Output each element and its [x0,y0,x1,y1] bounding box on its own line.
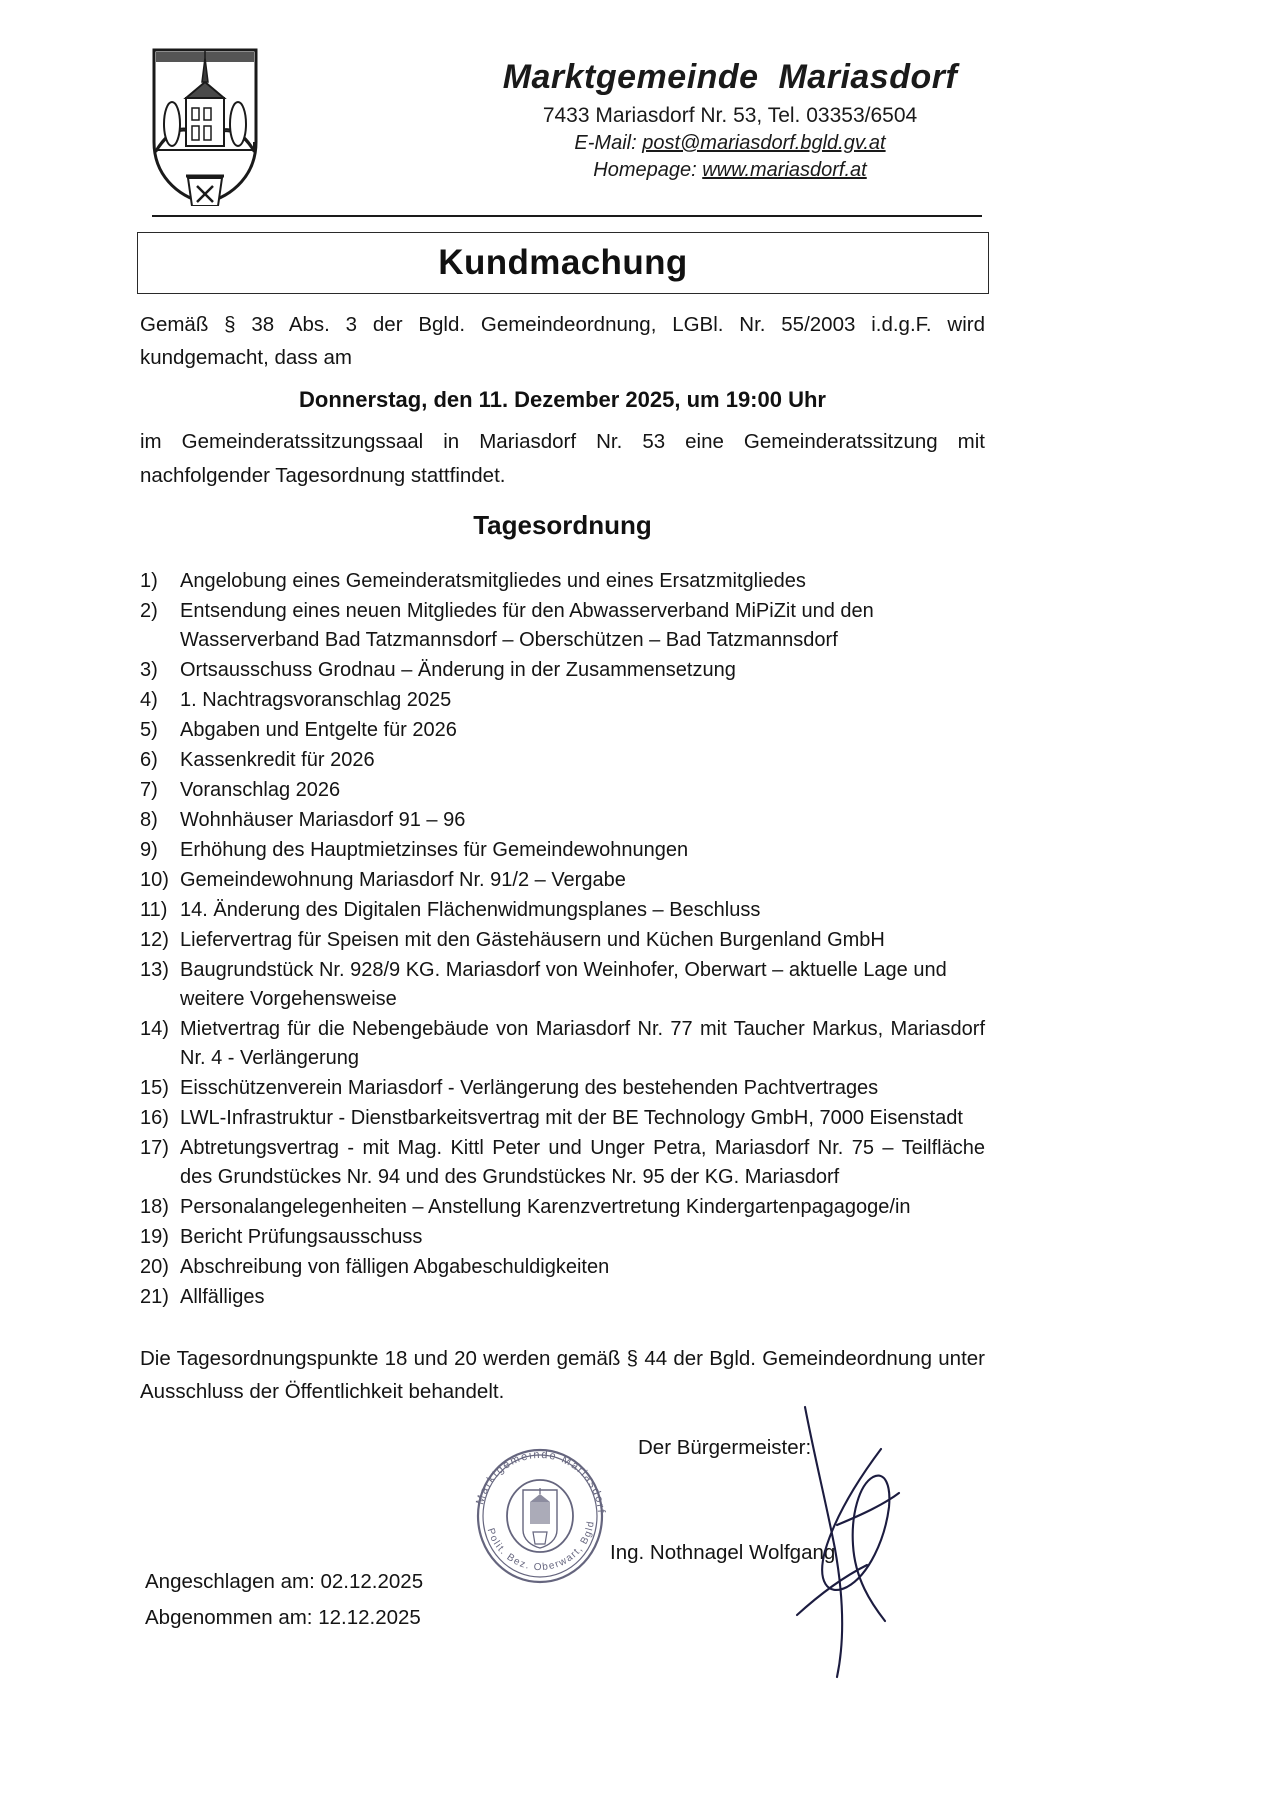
agenda-item [140,746,985,775]
coat-of-arms-icon [150,46,260,206]
intro-paragraph-2: im Gemeinderatssitzungssaal in Mariasdorf Nr. 53 eine Gemeinderatssitzung mit nachfolgender Tagesordnung stattfindet. [140,430,985,487]
agenda-item-text: Liefervertrag für Speisen mit den Gästehäusern und Küchen Burgenland GmbH [180,928,885,951]
agenda-item-number: 18) [140,1195,169,1218]
agenda-item [140,1193,985,1222]
agenda-item-number: 8) [140,808,158,831]
agenda-item [140,956,985,1014]
title-box [137,232,989,294]
agenda-item [140,1283,985,1312]
agenda-item-text: Entsendung eines neuen Mitgliedes für den Abwasserverband MiPiZit und den Wasserverband Bad Tatzmannsdorf – Oberschützen – Bad Tatzmannsdorf [180,599,874,651]
agenda-item [140,926,985,955]
agenda-item-text: Kassenkredit für 2026 [180,748,375,771]
agenda-item-text: Abschreibung von fälligen Abgabeschuldigkeiten [180,1255,610,1278]
agenda-item [140,1015,985,1073]
closing-note: Die Tagesordnungspunkte 18 und 20 werden gemäß § 44 der Bgld. Gemeindeordnung unter Ausschluss der Öffentlichkeit behandelt. [140,1346,985,1404]
organization-email-line [360,132,1100,155]
agenda-item-text: 1. Nachtragsvoranschlag 2025 [180,688,452,711]
agenda-item [140,1104,985,1133]
agenda-item [140,896,985,925]
agenda-list [140,567,985,1312]
agenda-item [140,716,985,745]
removed-on-date: Abgenommen am: 12.12.2025 [145,1606,421,1630]
agenda-item [140,1134,985,1192]
agenda-item-text: Erhöhung des Hauptmietzinses für Gemeindewohnungen [180,838,689,861]
agenda-item-text: 14. Änderung des Digitalen Flächenwidmungsplanes – Beschluss [180,898,761,921]
svg-text:Marktgemeinde Mariasdorf: Marktgemeinde Mariasdorf [474,1449,608,1515]
document-body [140,308,985,1654]
mayor-label: Der Bürgermeister: [638,1436,812,1460]
agenda-item [140,1074,985,1103]
agenda-item-number: 7) [140,778,158,801]
agenda-item-text: Gemeindewohnung Mariasdorf Nr. 91/2 – Vergabe [180,868,626,891]
agenda-item-number: 2) [140,599,158,622]
agenda-item-text: Eisschützenverein Mariasdorf - Verlängerung des bestehenden Pachtvertrages [180,1076,879,1099]
agenda-item-text: Allfälliges [180,1285,265,1308]
agenda-item-number: 21) [140,1285,169,1308]
agenda-item-text: Angelobung eines Gemeinderatsmitgliedes und eines Ersatzmitgliedes [180,569,806,592]
agenda-item-number: 19) [140,1225,169,1248]
posted-on-date: Angeschlagen am: 02.12.2025 [145,1570,424,1594]
agenda-item-number: 4) [140,688,158,711]
posting-dates [145,1564,423,1636]
agenda-item-number: 10) [140,868,169,891]
agenda-item [140,1223,985,1252]
agenda-item-number: 6) [140,748,158,771]
agenda-item-text: Personalangelegenheiten – Anstellung Karenzvertretung Kindergartenpagagoge/in [180,1195,911,1218]
agenda-item-text: Abgaben und Entgelte für 2026 [180,718,457,741]
agenda-item-text: Abtretungsvertrag - mit Mag. Kittl Peter und Unger Petra, Mariasdorf Nr. 75 – Teilfläche des Grundstückes Nr. 94 und des Grundstückes Nr. 95 der KG. Mariasdorf [180,1136,985,1188]
agenda-item [140,836,985,865]
agenda-item-text: Ortsausschuss Grodnau – Änderung in der Zusammensetzung [180,658,736,681]
agenda-item-number: 3) [140,658,158,681]
agenda-item [140,567,985,596]
agenda-item-number: 11) [140,898,168,921]
svg-text:Polit. Bez. Oberwart, Bgld: Polit. Bez. Oberwart, Bgld [484,1519,597,1574]
signature-area [140,1424,985,1654]
agenda-item-text: Bericht Prüfungsausschuss [180,1225,423,1248]
agenda-item-text: Wohnhäuser Mariasdorf 91 – 96 [180,808,466,831]
page-title: Kundmachung [438,243,688,282]
agenda-item-number: 14) [140,1017,169,1040]
official-stamp-icon [460,1436,620,1596]
agenda-item [140,806,985,835]
agenda-item-number: 1) [140,569,158,592]
organization-block [360,58,1100,182]
agenda-item [140,656,985,685]
agenda-item-number: 9) [140,838,158,861]
agenda-item-number: 12) [140,928,169,951]
agenda-item-number: 20) [140,1255,169,1278]
agenda-item-number: 5) [140,718,158,741]
closing-section [140,1342,985,1654]
mayor-name: Ing. Nothnagel Wolfgang [610,1541,836,1565]
homepage-url[interactable]: www.mariasdorf.at [702,159,867,181]
intro-paragraph-1: Gemäß § 38 Abs. 3 der Bgld. Gemeindeordnung, LGBl. Nr. 55/2003 i.d.g.F. wird kundgemacht, dass am [140,313,985,370]
agenda-item [140,866,985,895]
agenda-item-number: 16) [140,1106,169,1129]
agenda-item-number: 17) [140,1136,169,1159]
organization-address: 7433 Mariasdorf Nr. 53, Tel. 03353/6504 [542,104,918,127]
agenda-heading: Tagesordnung [473,509,652,540]
organization-homepage-line [360,159,1100,182]
agenda-item-number: 15) [140,1076,169,1099]
agenda-item-text: Voranschlag 2026 [180,778,341,801]
agenda-item [140,686,985,715]
email-address[interactable]: post@mariasdorf.bgld.gv.at [642,132,886,154]
agenda-item [140,1253,985,1282]
email-label: E-Mail: [574,132,643,154]
letterhead [140,28,1140,218]
organization-name: Marktgemeinde Mariasdorf [502,58,958,96]
meeting-datetime: Donnerstag, den 11. Dezember 2025, um 19:00 Uhr [299,387,826,413]
handwritten-signature-icon [685,1389,945,1679]
agenda-item-text: Baugrundstück Nr. 928/9 KG. Mariasdorf von Weinhofer, Oberwart – aktuelle Lage und weitere Vorgehensweise [180,958,947,1010]
agenda-item [140,597,985,655]
agenda-item [140,776,985,805]
agenda-item-text: LWL-Infrastruktur - Dienstbarkeitsvertrag mit der BE Technology GmbH, 7000 Eisenstadt [180,1106,963,1129]
homepage-label: Homepage: [593,159,703,181]
header-divider [152,215,982,217]
agenda-item-number: 13) [140,958,169,981]
agenda-item-text: Mietvertrag für die Nebengebäude von Mariasdorf Nr. 77 mit Taucher Markus, Mariasdorf Nr. 4 - Verlängerung [180,1017,985,1069]
